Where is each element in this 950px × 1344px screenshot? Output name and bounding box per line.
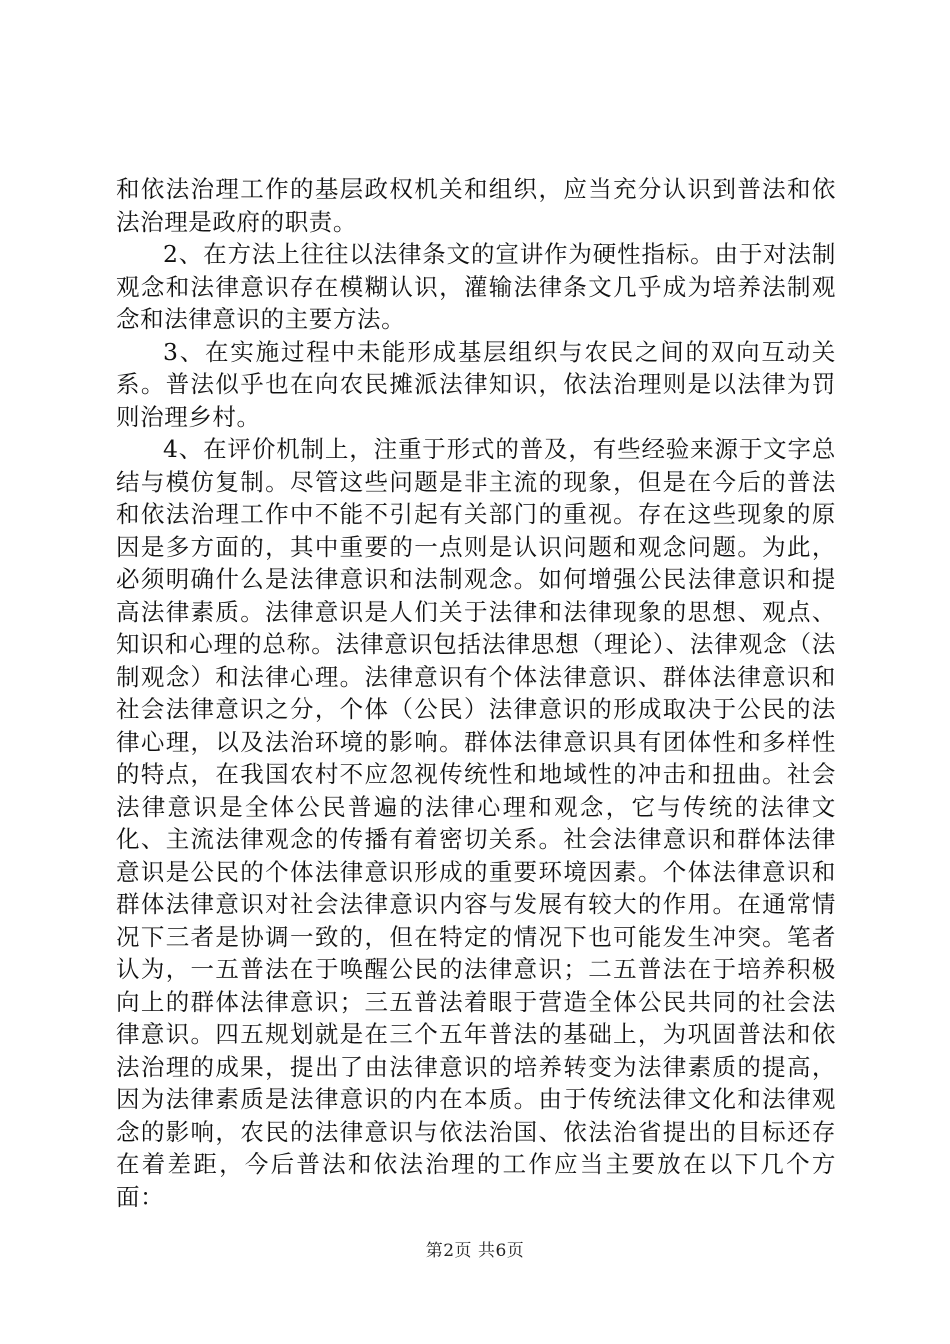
paragraph-point-2: 2、在方法上往往以法律条文的宣讲作为硬性指标。由于对法制观念和法律意识存在模糊认识，灌输法律条文几乎成为培养法制观念和法律意识的主要方法。 [116, 240, 836, 333]
page-footer: 第2页 共6页 [425, 1241, 525, 1261]
document-body [116, 173, 836, 1213]
paragraph-continuation: 和依法治理工作的基层政权机关和组织，应当充分认识到普法和依法治理是政府的职责。 [116, 175, 836, 236]
paragraph-point-3: 3、在实施过程中未能形成基层组织与农民之间的双向互动关系。普法似乎也在向农民摊派法律知识，依法治理则是以法律为罚则治理乡村。 [116, 337, 836, 431]
paragraph-point-4: 4、在评价机制上，注重于形式的普及，有些经验来源于文字总结与模仿复制。尽管这些问题是非主流的现象，但是在今后的普法和依法治理工作中不能不引起有关部门的重视。存在这些现象的原因是多方面的，其中重要的一点则是认识问题和观念问题。为此，必须明确什么是法律意识和法制观念。如何增强公民法律意识和提高法律素质。法律意识是人们关于法律和法律现象的思想、观点、知识和心理的总称。法律意识包括法律思想（理论）、法律观念（法制观念）和法律心理。法律意识有个体法律意识、群体法律意识和社会法律意识之分，个体（公民）法律意识的形成取决于公民的法律心理，以及法治环境的影响。群体法律意识具有团体性和多样性的特点，在我国农村不应忽视传统性和地域性的冲击和扭曲。社会法律意识是全体公民普遍的法律心理和观念，它与传统的法律文化、主流法律观念的传播有着密切关系。社会法律意识和群体法律意识是公民的个体法律意识形成的重要环境因素。个体法律意识和群体法律意识对社会法律意识内容与发展有较大的作用。在通常情况下三者是协调一致的，但在特定的情况下也可能发生冲突。笔者认为，一五普法在于唤醒公民的法律意识；二五普法在于培养积极向上的群体法律意识；三五普法着眼于营造全体公民共同的社会法律意识。四五规划就是在三个五年普法的基础上，为巩固普法和依法治理的成果，提出了由法律意识的培养转变为法律素质的提高，因为法律素质是法律意识的内在本质。由于传统法律文化和法律观念的影响，农民的法律意识与依法治国、依法治省提出的目标还存在着差距，今后普法和依法治理的工作应当主要放在以下几个方面： [116, 435, 836, 1211]
